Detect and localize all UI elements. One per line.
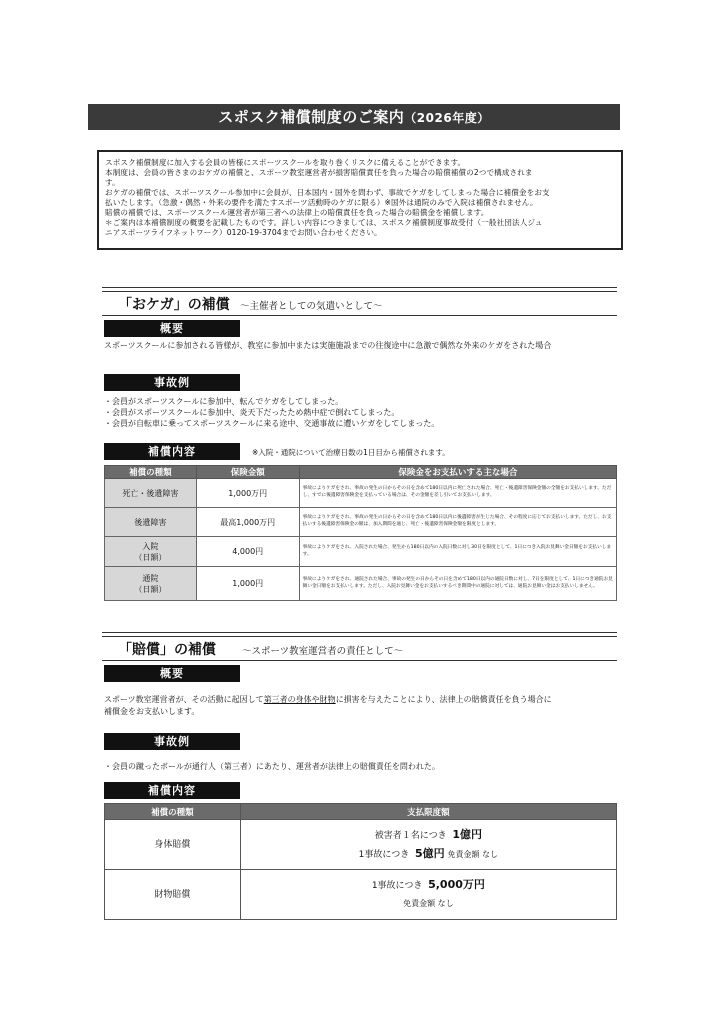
- injury-section-title: 「おケガ」の補償: [118, 297, 230, 313]
- coverage-kind: 死亡・後遺障害: [105, 479, 197, 508]
- table-header: 支払限度額: [240, 804, 616, 820]
- table-header-row: [105, 466, 617, 479]
- table-row: [105, 567, 617, 601]
- intro-line: 賠償の補償では、スポーツスクール運営者が第三者への法律上の賠償責任を負った場合の賠償金を補償します。: [105, 208, 489, 217]
- table-header: 保険金額: [196, 466, 299, 479]
- section-divider: [102, 660, 617, 661]
- coverage-kind: [105, 537, 197, 567]
- liability-overview-label: 概要: [104, 665, 240, 682]
- liability-overview-text: [104, 694, 624, 705]
- liability-overview-part: に損害を与えたことにより、法律上の賠償責任を負う場合に: [335, 695, 552, 704]
- injury-example: ・会員がスポーツスクールに参加中、炎天下だったため熱中症で倒れてしまった。: [104, 408, 400, 417]
- coverage-amount: 最高1,000万円: [196, 508, 299, 537]
- limit-value: 5億円: [414, 846, 445, 860]
- coverage-note: 事故によりケガをされ、事故の発生の日からその日を含めて180日以内に死亡された場合、死亡・後遺障害保険金額の全額をお支払いします。ただし、すでに後遺障害保険金を支払っている場合は、その金額を差し引いてお支払いします。: [299, 479, 616, 508]
- liability-section-title: 「賠償」の補償: [118, 642, 216, 658]
- table-header-row: [105, 804, 617, 820]
- coverage-amount: 1,000万円: [196, 479, 299, 508]
- deductible-text: 免責金額 なし: [403, 899, 454, 908]
- injury-overview-text: スポーツスクールに参加される皆様が、教室に参加中または実施施設までの往復途中に急激で偶然な外来のケガをされた場合: [104, 341, 552, 350]
- liability-kind: 財物賠償: [105, 870, 241, 920]
- liability-overview-underlined: 第三者の身体や財物: [263, 695, 336, 704]
- limit-value: 5,000万円: [428, 878, 485, 891]
- coverage-note: 事故によりケガをされ、通院された場合、事故の発生の日からその日を含めて180日以内の通院日数に対し、7日を限度として、1日につき通院お見舞い金日額をお支払いします。ただし、入院お見舞い金をお支払いするべき期間中の通院に対しては、通院お見舞い金はお支払いしません。: [299, 567, 616, 601]
- liability-example: ・会員の蹴ったボールが通行人（第三者）にあたり、運営者が法律上の賠償責任を問われた。: [104, 762, 440, 771]
- injury-section-subtitle: ～主催者としての気遣いとして～: [240, 301, 383, 312]
- intro-line: ＊ご案内は本補償制度の概要を記載したものです。詳しい内容につきましては、スポスク補償制度事故受付（一般社団法人ジュ: [105, 218, 543, 227]
- title-year: （2026年度）: [404, 111, 490, 125]
- table-header: 補償の種類: [105, 804, 241, 820]
- intro-box: [97, 150, 623, 250]
- liability-limit: [240, 870, 616, 920]
- coverage-amount: 4,000円: [196, 537, 299, 567]
- liability-overview-text-2: 補償金をお支払いします。: [104, 707, 200, 716]
- coverage-note: 事故によりケガをされ、入院された場合、発生から180日以内の入院日数に対し30日を限度として、1日につき入院お見舞い金日額をお支払いします。: [299, 537, 616, 567]
- coverage-amount: 1,000円: [196, 567, 299, 601]
- table-header: 保険金をお支払いする主な場合: [299, 466, 616, 479]
- coverage-kind-name: 入院: [142, 541, 159, 551]
- injury-example: ・会員がスポーツスクールに参加中、転んでケガをしてしまった。: [104, 397, 344, 406]
- limit-text: 1事故につき: [371, 881, 423, 891]
- intro-line: す。: [105, 178, 120, 187]
- limit-text: 被害者１名につき: [374, 830, 447, 841]
- table-row: [105, 508, 617, 537]
- title-main: スポスク補償制度のご案内: [218, 108, 405, 126]
- section-divider: [102, 632, 617, 637]
- intro-line: 本制度は、会員の皆さまのおケガの補償と、スポーツ教室運営者が損害賠償責任を負った場合の賠償補償の2つで構成されま: [105, 168, 533, 177]
- coverage-note: 事故によりケガをされ、事故の発生の日からその日を含めて180日以内に後遺障害が生じた場合、その程度に応じてお支払いします。ただし、お支払いする後遺障害保険金の額は、加入期間を通じ、死亡・後遺障害保険金額を限度とします。: [299, 508, 616, 537]
- injury-coverage-note: ※入院・通院について治療日数の1日目から補償されます。: [252, 448, 450, 457]
- table-header: 補償の種類: [105, 466, 197, 479]
- table-row: [105, 870, 617, 920]
- liability-coverage-label: 補償内容: [104, 782, 240, 799]
- intro-line: おケガの補償では、スポーツスクール参加中に会員が、日本国内・国外を問わず、事故でケガをしてしまった場合に補償金をお支: [105, 188, 550, 197]
- liability-limit: [240, 820, 616, 870]
- injury-example: ・会員が自転車に乗ってスポーツスクールに来る途中、交通事故に遭いケガをしてしまった。: [104, 419, 440, 428]
- liability-section-subtitle: ～スポーツ教室運営者の責任として～: [242, 646, 404, 657]
- table-row: [105, 479, 617, 508]
- liability-coverage-table: [104, 803, 617, 920]
- section-divider: [102, 287, 617, 292]
- intro-line: 払いたします。（急激・偶然・外来の要件を満たすスポーツ活動時のケガに限る）※国外は通院のみで入院は補償されません。: [105, 198, 538, 207]
- injury-coverage-label: 補償内容: [104, 443, 240, 460]
- limit-value: 1億円: [452, 827, 482, 841]
- coverage-kind-sub: （日額）: [134, 552, 167, 562]
- deductible-text: 免責金額 なし: [447, 849, 499, 859]
- intro-line: スポスク補償制度に加入する会員の皆様にスポーツスクールを取り巻くリスクに備えることができます。: [105, 158, 466, 167]
- coverage-kind-name: 通院: [142, 573, 159, 583]
- liability-overview-part: スポーツ教室運営者が、その活動に起因して: [104, 695, 264, 704]
- table-row: [105, 820, 617, 870]
- injury-coverage-table: [104, 465, 617, 601]
- coverage-kind: [105, 567, 197, 601]
- liability-kind: 身体賠償: [105, 820, 241, 870]
- intro-line: ニアスポーツライフネットワーク）0120-19-3704までお問い合わせください。: [105, 228, 382, 237]
- coverage-kind-sub: （日額）: [134, 584, 167, 594]
- injury-overview-label: 概要: [104, 320, 240, 337]
- limit-text: 1事故につき: [358, 849, 410, 860]
- section-divider: [102, 315, 617, 316]
- injury-examples-label: 事故例: [104, 374, 240, 391]
- page-title: [88, 104, 620, 130]
- coverage-kind: 後遺障害: [105, 508, 197, 537]
- table-row: [105, 537, 617, 567]
- liability-examples-label: 事故例: [104, 733, 240, 750]
